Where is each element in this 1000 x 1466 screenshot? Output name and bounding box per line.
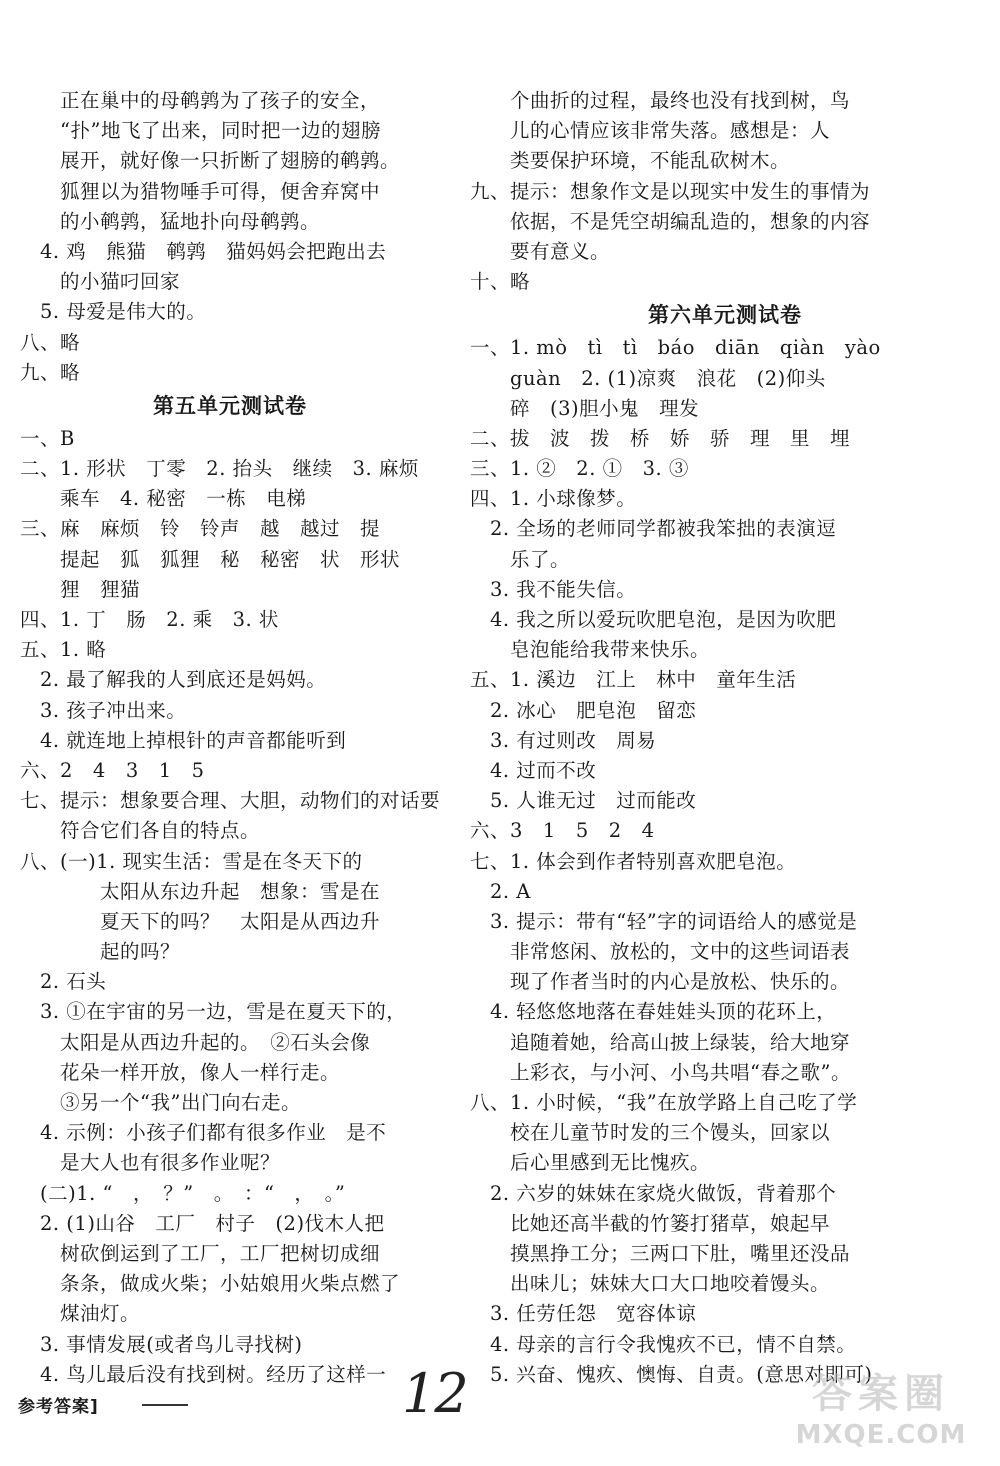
answer-line: 2. (1)山谷 工厂 村子 (2)伐木人把 (20, 1211, 385, 1235)
section-heading-unit-6: 第六单元测试卷 (648, 303, 802, 328)
answer-line: “扑”地飞了出来，同时把一边的翅膀 (20, 119, 381, 143)
answer-line: 4. 示例：小孩子们都有很多作业 是不 (20, 1121, 387, 1145)
answer-line: 树砍倒运到了工厂，工厂把树切成细 (20, 1241, 381, 1265)
answer-line: 非常悠闲、放松的，文中的这些词语表 (470, 940, 851, 964)
left-column-lines-after (20, 424, 480, 1390)
answer-line: 二、拔 波 拨 桥 娇 骄 理 里 埋 (470, 426, 851, 450)
answer-line: 提起 狐 狐狸 秘 秘密 状 形状 (20, 547, 401, 571)
answer-line: 5. 母爱是伟大的。 (20, 300, 207, 324)
footer-label: 参考答案] (18, 1397, 99, 1417)
answer-line: 煤油灯。 (20, 1302, 141, 1326)
answer-line: 追随着她，给高山披上绿装，给大地穿 (470, 1030, 851, 1054)
answer-line: 2. 全场的老师同学都被我笨拙的表演逗 (470, 517, 837, 541)
answer-line: 后心里感到无比愧疚。 (470, 1151, 711, 1175)
answer-line: 碎 (3)胆小鬼 理发 (470, 396, 700, 420)
right-column-lines (470, 86, 980, 297)
answer-line: ③另一个“我”出门向右走。 (20, 1091, 301, 1114)
answer-line: 3. 事情发展(或者鸟儿寻找树) (20, 1332, 303, 1356)
answer-line: 花朵一样开放，像人一样行走。 (20, 1060, 341, 1084)
answer-line: 夏天下的吗？ 太阳是从西边升 (20, 909, 381, 933)
answer-line: (二)1. “ ， ？” 。 ：“ ， 。” (20, 1181, 346, 1205)
answer-line: 3. 孩子冲出来。 (20, 698, 187, 722)
answer-line: 3. ①在宇宙的另一边，雪是在夏天下的， (20, 1000, 407, 1024)
answer-line: 2. 冰心 肥皂泡 留恋 (470, 698, 697, 722)
answer-line: 四、1. 丁 肠 2. 乘 3. 状 (20, 608, 279, 631)
answer-line: 五、1. 溪边 江上 林中 童年生活 (470, 668, 797, 692)
answer-line: 狐狸以为猎物唾手可得，便舍弃窝中 (20, 179, 381, 203)
section-heading-unit-5: 第五单元测试卷 (153, 393, 307, 418)
watermark-site-text: MXQE.COM (795, 1420, 967, 1450)
left-column (20, 86, 480, 1390)
right-column (470, 86, 980, 1390)
answer-line: 3. 我不能失信。 (470, 577, 637, 601)
answer-line: 符合它们各自的特点。 (20, 819, 261, 843)
answer-line: 依据，不是凭空胡编乱造的，想象的内容 (470, 209, 871, 233)
answer-line: 一、B (20, 426, 75, 450)
answer-line: 八、略 (20, 330, 81, 354)
answer-line: 五、1. 略 (20, 638, 107, 662)
answer-line: 4. 就连地上掉根针的声音都能听到 (20, 728, 347, 752)
answer-line: 一、1. mò tì tì báo diān qiàn yào (470, 336, 881, 360)
right-column-lines-after (470, 333, 980, 1390)
watermark-logo-text: 答案圈 (812, 1371, 950, 1417)
answer-line: 皂泡能给我带来快乐。 (470, 638, 711, 662)
answer-line: 4. 轻悠悠地落在春娃娃头顶的花环上， (470, 1000, 837, 1024)
answer-line: 校在儿童节时发的三个馒头，回家以 (470, 1121, 831, 1145)
answer-line: 3. 有过则改 周易 (470, 728, 657, 752)
answer-line: 条条，做成火柴；小姑娘用火柴点燃了 (20, 1272, 401, 1296)
answer-line: 四、1. 小球像梦。 (470, 487, 637, 511)
watermark-logo (776, 1358, 986, 1458)
answer-line: 八、(一)1. 现实生活：雪是在冬天下的 (20, 849, 363, 873)
answer-line: 乐了。 (470, 547, 571, 571)
left-column-lines (20, 86, 480, 388)
answer-line: 七、提示：想象要合理、大胆，动物们的对话要 (20, 789, 441, 813)
answer-line: 2. A (470, 879, 531, 903)
answer-line: 4. 鸟儿最后没有找到树。经历了这样一 (20, 1362, 387, 1386)
answer-line: 4. 鸡 熊猫 鹌鹑 猫妈妈会把跑出去 (20, 239, 387, 263)
answer-line: 二、1. 形状 丁零 2. 抬头 继续 3. 麻烦 (20, 457, 419, 481)
answer-line: 乘车 4. 秘密 一栋 电梯 (20, 487, 307, 511)
answer-line: 九、提示：想象作文是以现实中发生的事情为 (470, 179, 871, 203)
answer-line: 的小鹌鹑，猛地扑向母鹌鹑。 (20, 209, 321, 233)
answer-line: 3. 提示：带有“轻”字的词语给人的感觉是 (470, 909, 858, 933)
footer-rule (142, 1404, 188, 1406)
answer-line: guàn 2. (1)凉爽 浪花 (2)仰头 (470, 366, 826, 390)
answer-line: 现了作者当时的内心是放松、快乐的。 (470, 970, 851, 994)
answer-line: 十、略 (470, 270, 531, 294)
answer-line: 比她还高半截的竹篓打猪草，娘起早 (470, 1211, 831, 1235)
answer-line: 4. 母亲的言行令我愧疚不已，情不自禁。 (470, 1332, 857, 1356)
answer-line: 2. 六岁的妹妹在家烧火做饭，背着那个 (470, 1181, 837, 1205)
answer-line: 要有意义。 (470, 239, 611, 263)
answer-line: 儿的心情应该非常失落。感想是：人 (470, 119, 831, 143)
answer-line: 太阳是从西边升起的。 ②石头会像 (20, 1030, 371, 1054)
answer-line: 三、1. ② 2. ① 3. ③ (470, 457, 689, 481)
answer-line: 类要保护环境，不能乱砍树木。 (470, 149, 791, 173)
answer-line: 展开，就好像一只折断了翅膀的鹌鹑。 (20, 149, 401, 173)
answer-line: 太阳从东边升起 想象：雪是在 (20, 879, 381, 903)
answer-line: 八、1. 小时候，“我”在放学路上自己吃了学 (470, 1091, 858, 1114)
answer-line: 正在巢中的母鹌鹑为了孩子的安全， (20, 89, 381, 112)
answer-line: 狸 狸猫 (20, 577, 141, 601)
answer-line: 个曲折的过程，最终也没有找到树，鸟 (470, 89, 851, 112)
answer-line: 七、1. 体会到作者特别喜欢肥皂泡。 (470, 849, 797, 873)
answer-line: 起的吗？ (20, 940, 181, 964)
answer-line: 九、略 (20, 360, 81, 384)
handwritten-page-number: 12 (402, 1362, 467, 1425)
answer-line: 摸黑挣工分；三两口下肚，嘴里还没品 (470, 1241, 851, 1265)
answer-line: 2. 最了解我的人到底还是妈妈。 (20, 668, 327, 692)
answer-line: 三、麻 麻烦 铃 铃声 越 越过 提 (20, 517, 381, 541)
answer-line: 上彩衣，与小河、小鸟共唱“春之歌”。 (470, 1060, 851, 1084)
answer-line: 2. 石头 (20, 970, 107, 994)
answer-line: 5. 人谁无过 过而能改 (470, 789, 697, 813)
answer-line: 4. 我之所以爱玩吹肥皂泡，是因为吹肥 (470, 608, 837, 631)
answer-line: 3. 任劳任怨 宽容体谅 (470, 1302, 697, 1326)
answer-line: 出味儿；妹妹大口大口地咬着馒头。 (470, 1272, 831, 1296)
answer-line: 的小猫叼回家 (20, 270, 181, 294)
answer-line: 5. 兴奋、愧疚、懊悔、自责。(意思对即可) (470, 1362, 873, 1386)
answer-line: 是大人也有很多作业呢？ (20, 1151, 281, 1175)
answer-line: 六、2 4 3 1 5 (20, 758, 205, 782)
answer-line: 4. 过而不改 (470, 758, 597, 782)
answer-line: 六、3 1 5 2 4 (470, 819, 655, 843)
